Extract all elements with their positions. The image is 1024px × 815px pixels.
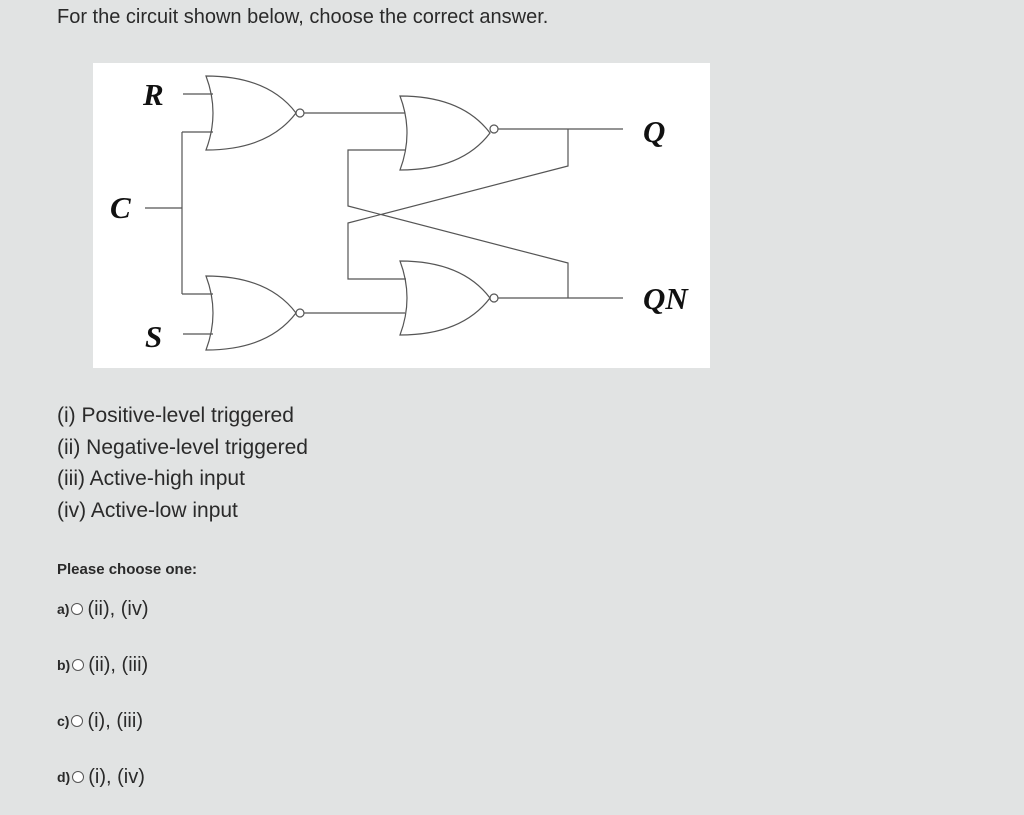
label-r: R [143,77,164,112]
wire-feedback-q [348,129,568,279]
option-a[interactable] [57,596,149,622]
option-letter: a) [57,601,70,617]
statement-item: (iii) Active-high input [57,467,245,490]
nor-gate-3-bubble [490,125,498,133]
question-text: For the circuit shown below, choose the correct answer. [57,6,549,28]
option-text: (ii), (iii) [88,653,149,676]
label-s: S [145,319,163,354]
nor-gate-1 [206,76,296,150]
statement-item: (i) Positive-level triggered [57,404,294,427]
option-c[interactable] [57,708,143,734]
option-b[interactable] [57,652,148,678]
nor-gate-2-bubble [296,309,304,317]
radio-button[interactable] [72,659,84,671]
option-d[interactable] [57,764,145,790]
circuit-svg [93,63,710,368]
choose-prompt: Please choose one: [57,561,198,578]
nor-gate-4-bubble [490,294,498,302]
option-letter: d) [57,769,71,785]
statement-item: (iv) Active-low input [57,498,238,522]
option-text: (i), (iii) [87,709,143,732]
nor-gate-1-bubble [296,109,304,117]
nor-gate-3 [400,96,490,170]
wire-feedback-qn [348,150,568,298]
label-c: C [110,190,131,225]
nor-gate-2 [206,276,296,350]
option-text: (ii), (iv) [87,597,149,620]
option-letter: c) [57,713,70,729]
option-letter: b) [57,657,71,673]
nor-gate-4 [400,261,490,335]
statement-list [57,400,308,526]
option-text: (i), (iv) [88,765,145,788]
circuit-diagram [93,63,710,368]
statement-item: (ii) Negative-level triggered [57,435,308,459]
label-qn: QN [643,281,688,316]
label-q: Q [643,114,666,149]
radio-button[interactable] [72,771,84,783]
radio-button[interactable] [71,715,83,727]
radio-button[interactable] [71,603,83,615]
